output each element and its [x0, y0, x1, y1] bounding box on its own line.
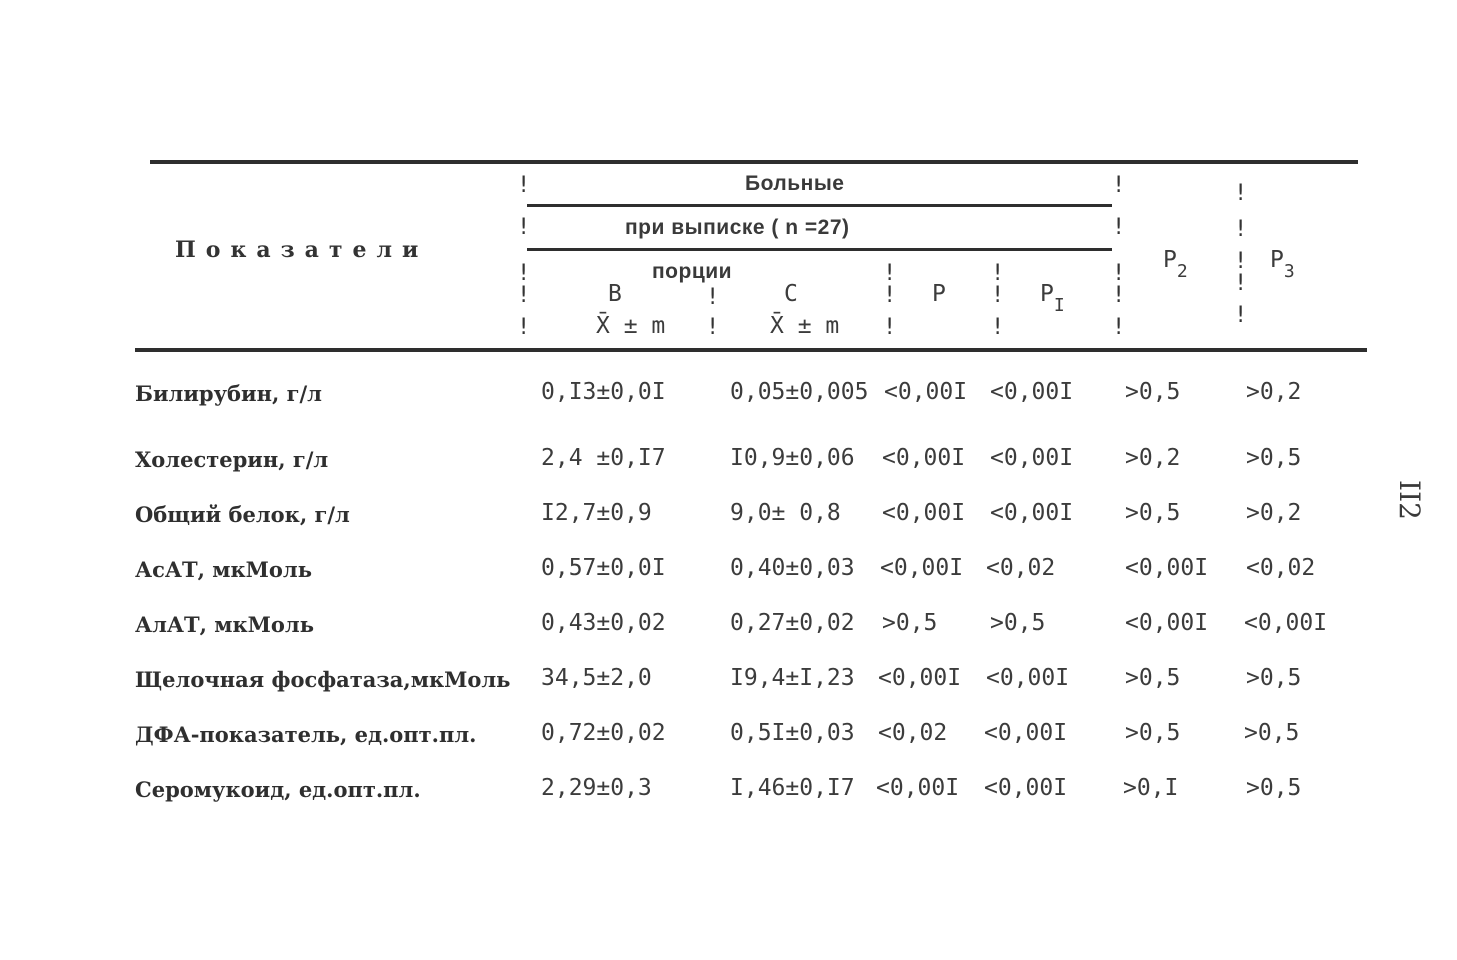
cell-p: <0,00I: [882, 500, 966, 526]
table-top-rule: [150, 160, 1358, 164]
cell-c: 0,40±0,03: [730, 555, 855, 581]
cell-p: <0,00I: [876, 775, 960, 801]
separator: !: [1112, 283, 1126, 308]
cell-p3: >0,2: [1246, 500, 1302, 526]
cell-p3: >0,5: [1246, 665, 1302, 691]
cell-p2: >0,2: [1125, 445, 1181, 471]
cell-p3: >0,5: [1246, 445, 1302, 471]
col-p2-letter: P: [1163, 247, 1177, 273]
separator: !: [706, 315, 720, 340]
cell-c: I,46±0,I7: [730, 775, 855, 801]
cell-c: 9,0± 0,8: [730, 500, 841, 526]
col-c-mean-header: X̄ ± m: [770, 313, 840, 339]
row-label: АлАТ, мкМоль: [135, 612, 314, 637]
separator: !: [991, 315, 1005, 340]
cell-p1: <0,00I: [984, 775, 1068, 801]
cell-b: 0,57±0,0I: [541, 555, 666, 581]
cell-b: 34,5±2,0: [541, 665, 652, 691]
separator: !: [517, 215, 531, 240]
separator: !: [517, 261, 531, 286]
cell-b: 0,72±0,02: [541, 720, 666, 746]
cell-b: I2,7±0,9: [541, 500, 652, 526]
cell-p: <0,00I: [884, 379, 968, 405]
separator: !: [1112, 173, 1126, 198]
row-label: АсАТ, мкМоль: [135, 557, 312, 582]
discharge-header: при выписке ( n =27): [625, 216, 850, 239]
col-p2-header: [1163, 246, 1188, 282]
separator: !: [517, 173, 531, 198]
col-b-header: B: [608, 281, 622, 307]
cell-p3: <0,02: [1246, 555, 1316, 581]
cell-p: >0,5: [882, 610, 938, 636]
col-p1-letter: P: [1040, 281, 1054, 307]
cell-p1: <0,00I: [986, 665, 1070, 691]
cell-c: 0,5I±0,03: [730, 720, 855, 746]
cell-p3: >0,2: [1246, 379, 1302, 405]
cell-b: 2,29±0,3: [541, 775, 652, 801]
cell-p3: >0,5: [1246, 775, 1302, 801]
cell-c: 0,05±0,005: [730, 379, 869, 405]
col-p1-subscript: I: [1053, 295, 1065, 316]
patients-header: Больные: [745, 172, 845, 195]
cell-b: 2,4 ±0,I7: [541, 445, 666, 471]
cell-c: I9,4±I,23: [730, 665, 855, 691]
cell-p1: <0,00I: [990, 500, 1074, 526]
separator: !: [706, 285, 720, 310]
cell-b: 0,43±0,02: [541, 610, 666, 636]
cell-p3: <0,00I: [1244, 610, 1328, 636]
col-p1-header: [1040, 280, 1065, 316]
separator: !: [883, 315, 897, 340]
col-c-header: C: [784, 281, 798, 307]
cell-p3: >0,5: [1244, 720, 1300, 746]
separator: !: [1234, 271, 1248, 296]
page-number: II2: [1393, 480, 1427, 520]
separator: !: [1234, 217, 1248, 242]
cell-p1: <0,00I: [990, 445, 1074, 471]
separator: !: [1112, 261, 1126, 286]
patients-underline: [527, 204, 1112, 207]
cell-c: 0,27±0,02: [730, 610, 855, 636]
cell-p1: <0,00I: [984, 720, 1068, 746]
cell-b: 0,I3±0,0I: [541, 379, 666, 405]
cell-p2: >0,5: [1125, 500, 1181, 526]
cell-p2: >0,5: [1125, 665, 1181, 691]
col-b-mean-header: X̄ ± m: [596, 313, 666, 339]
cell-p: <0,02: [878, 720, 948, 746]
row-label: Щелочная фосфатаза,мкМоль: [135, 667, 511, 692]
cell-p1: >0,5: [990, 610, 1046, 636]
col-p-header: P: [932, 281, 946, 307]
cell-p: <0,00I: [880, 555, 964, 581]
cell-p: <0,00I: [882, 445, 966, 471]
separator: !: [517, 283, 531, 308]
separator: !: [883, 261, 897, 286]
cell-p2: <0,00I: [1125, 610, 1209, 636]
discharge-underline: [527, 248, 1112, 251]
row-label: Общий белок, г/л: [135, 502, 350, 527]
cell-c: I0,9±0,06: [730, 445, 855, 471]
row-label: ДФА-показатель, ед.опт.пл.: [135, 722, 477, 747]
separator: !: [1234, 249, 1248, 274]
col-p3-subscript: 3: [1283, 261, 1295, 282]
cell-p1: <0,02: [986, 555, 1056, 581]
cell-p2: <0,00I: [1125, 555, 1209, 581]
separator: !: [991, 283, 1005, 308]
separator: !: [991, 261, 1005, 286]
row-label: Серомукоид, ед.опт.пл.: [135, 777, 421, 802]
portions-header: порции: [652, 260, 733, 283]
col-p3-letter: P: [1270, 247, 1284, 273]
separator: !: [883, 283, 897, 308]
cell-p2: >0,I: [1123, 775, 1179, 801]
cell-p: <0,00I: [878, 665, 962, 691]
separator: !: [1112, 315, 1126, 340]
separator: !: [1112, 215, 1126, 240]
col-p3-header: [1270, 246, 1295, 282]
row-label: Холестерин, г/л: [135, 447, 329, 472]
col-p2-subscript: 2: [1176, 261, 1188, 282]
indicators-header: Показатели: [175, 237, 429, 263]
cell-p1: <0,00I: [990, 379, 1074, 405]
cell-p2: >0,5: [1125, 379, 1181, 405]
separator: !: [1234, 181, 1248, 206]
separator: !: [1234, 303, 1248, 328]
cell-p2: >0,5: [1125, 720, 1181, 746]
header-bottom-rule: [135, 348, 1367, 352]
separator: !: [517, 315, 531, 340]
row-label: Билирубин, г/л: [135, 381, 322, 406]
